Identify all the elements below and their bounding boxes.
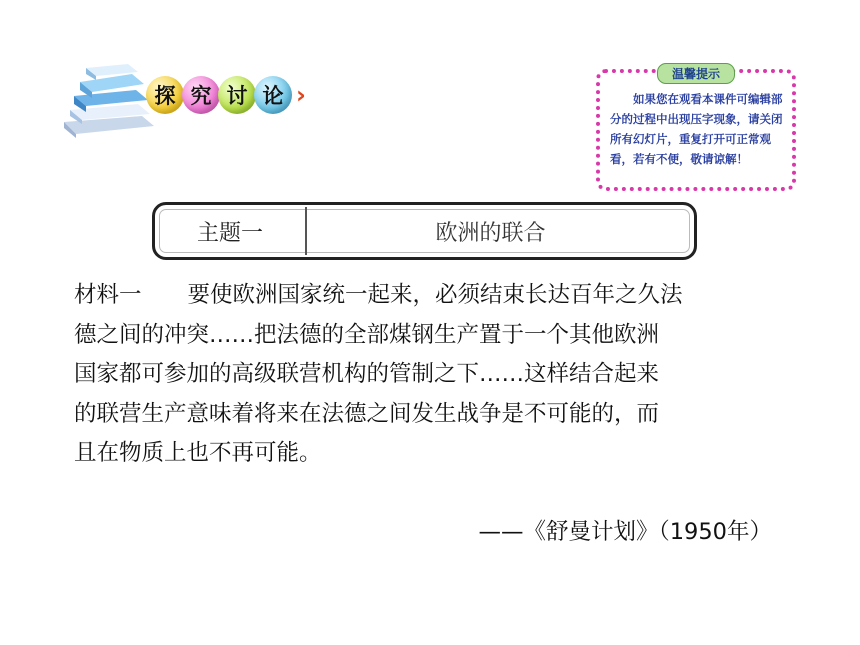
topic-label: 主题一: [196, 220, 263, 246]
reminder-title: 温馨提示: [657, 63, 735, 84]
discussion-title: [146, 76, 306, 114]
material-line-3: 国家都可参加的高级联营机构的管制之下……这样结合起来: [74, 361, 660, 387]
material-label: 材料一: [74, 282, 142, 308]
material-line-5: 且在物质上也不再可能。: [74, 440, 322, 466]
discussion-header: [58, 60, 348, 140]
material-line-1: [74, 276, 784, 316]
reminder-box: [596, 69, 796, 191]
title-char-1: 探: [146, 76, 184, 114]
topic-banner: [152, 202, 697, 260]
reminder-text: 如果您在观看本课件可编辑部分的过程中出现压字现象，请关闭所有幻灯片，重复打开可正常观看，若有不便，敬请谅解！: [610, 92, 783, 166]
material-text-line: 要使欧洲国家统一起来，必须结束长达百年之久法: [187, 282, 683, 308]
title-char-2: 究: [182, 76, 220, 114]
material-source: ——《舒曼计划》（1950年）: [478, 519, 772, 545]
material-line-2: 德之间的冲突……把法德的全部煤钢生产置于一个其他欧洲: [74, 321, 660, 348]
title-char-3: 讨: [218, 76, 256, 114]
chevron-right-icon: ›: [296, 81, 306, 109]
topic-title: 欧洲的联合: [435, 220, 546, 246]
material-text: [74, 276, 784, 474]
title-char-4: 论: [254, 76, 292, 114]
material-line-4: 的联营生产意味着将来在法德之间发生战争是不可能的，而: [74, 400, 660, 427]
